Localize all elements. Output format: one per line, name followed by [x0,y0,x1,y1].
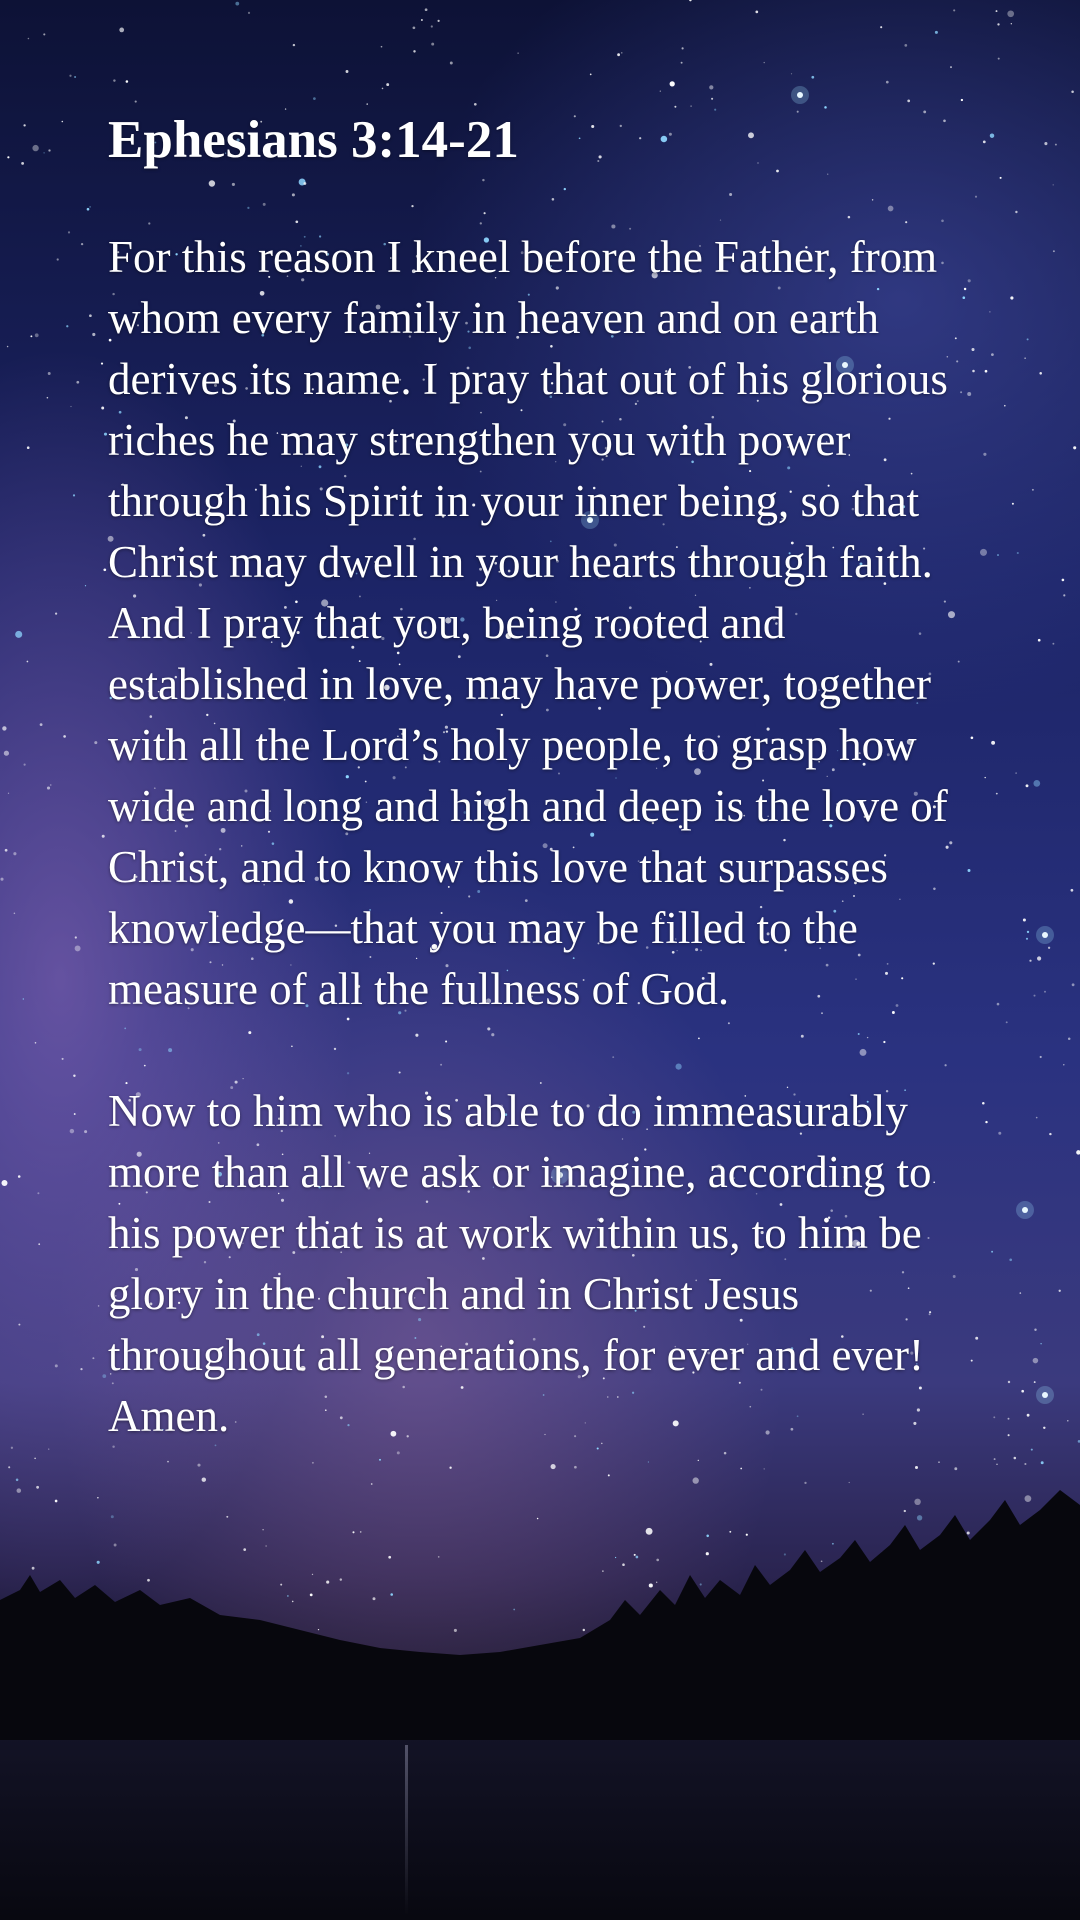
lake-reflection [405,1745,408,1915]
passage-paragraph-2: Now to him who is able to do immeasurably more than all we ask or imagine, according to his power that is at work within us, to him be glory in the church and in Christ Jesus throughout all generations, for ever and ever! Amen. [108,1086,932,1441]
passage-container [108,105,968,1508]
passage-paragraph-1: For this reason I kneel before the Father, from whom every family in heaven and on earth derives its name. I pray that out of his glorious riches he may strengthen you with power through his Spirit in your inner being, so that Christ may dwell in your hearts through faith. And I pray that you, being rooted and established in love, may have power, together with all the Lord’s holy people, to grasp how wide and long and high and deep is the love of Christ, and to know this love that surpasses knowledge—that you may be filled to the measure of all the fullness of God. [108,232,948,1014]
lake [0,1740,1080,1920]
passage-reference: Ephesians 3:14-21 [108,111,519,169]
